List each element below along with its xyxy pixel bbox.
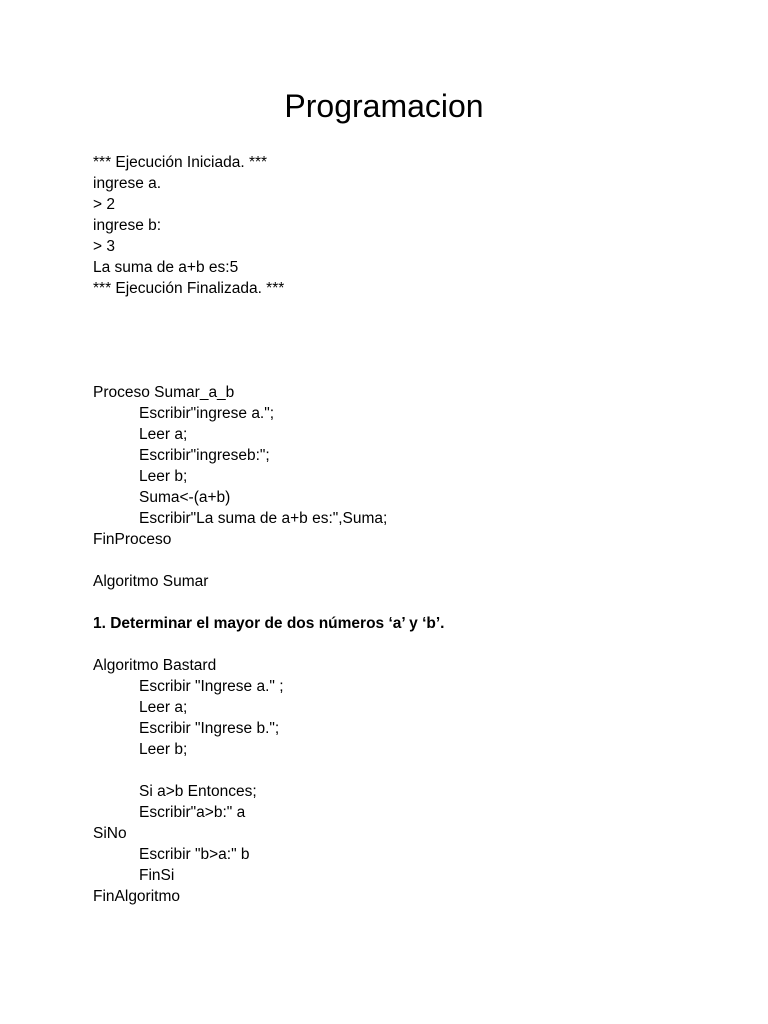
run-output-line: ingrese b: [93, 217, 162, 234]
code-line: Escribir "Ingrese b."; [139, 720, 280, 737]
code-line: Escribir"ingreseb:"; [139, 447, 270, 464]
exercise-heading: 1. Determinar el mayor de dos números ‘a’ y ‘b’. [93, 615, 445, 632]
code-line: Escribir"La suma de a+b es:",Suma; [139, 510, 388, 527]
code-line: Leer a; [139, 699, 188, 716]
run-output-line: > 2 [93, 196, 115, 213]
sino-line: SiNo [93, 825, 127, 842]
code-line: Escribir "Ingrese a." ; [139, 678, 284, 695]
code-line: FinSi [139, 867, 175, 884]
code-line: Leer a; [139, 426, 188, 443]
bastard-footer: FinAlgoritmo [93, 888, 180, 905]
page-title: Programacion [284, 88, 484, 124]
code-line: Escribir"a>b:" a [139, 804, 246, 821]
bastard-header: Algoritmo Bastard [93, 657, 217, 674]
code-line: Escribir"ingrese a."; [139, 405, 275, 422]
run-output-line: *** Ejecución Finalizada. *** [93, 280, 285, 297]
run-output-line: > 3 [93, 238, 115, 255]
run-output-line: *** Ejecución Iniciada. *** [93, 154, 268, 171]
proceso-header: Proceso Sumar_a_b [93, 384, 235, 401]
code-line: Suma<-(a+b) [139, 489, 231, 506]
proceso-footer: FinProceso [93, 531, 172, 548]
algoritmo-sumar-line: Algoritmo Sumar [93, 573, 209, 590]
code-line: Leer b; [139, 741, 188, 758]
code-line: Si a>b Entonces; [139, 783, 257, 800]
code-line: Escribir "b>a:" b [139, 846, 250, 863]
run-output-line: La suma de a+b es:5 [93, 259, 239, 276]
code-line: Leer b; [139, 468, 188, 485]
run-output-line: ingrese a. [93, 175, 162, 192]
